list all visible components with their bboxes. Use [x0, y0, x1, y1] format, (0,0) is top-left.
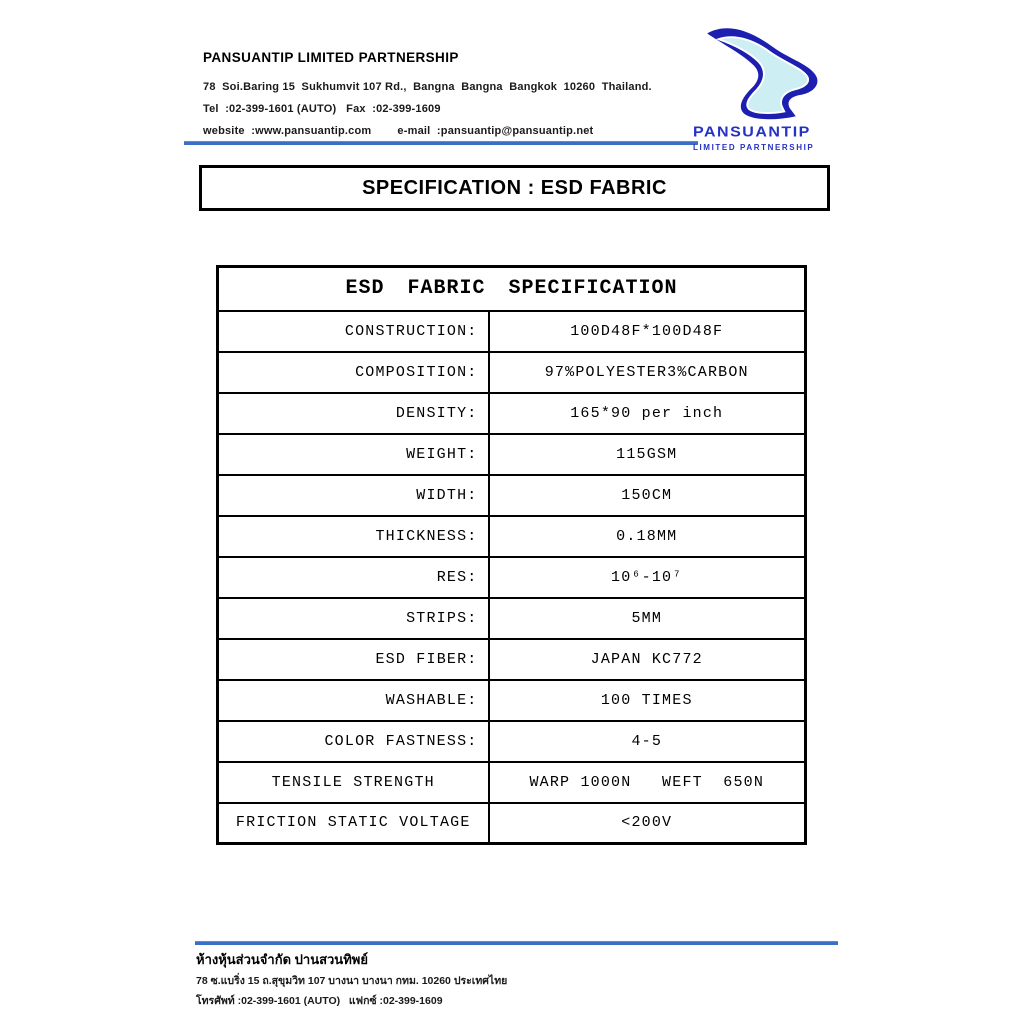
row-value: 100 TIMES — [489, 680, 806, 721]
title-banner — [199, 165, 830, 211]
row-value: JAPAN KC772 — [489, 639, 806, 680]
row-label: CONSTRUCTION: — [218, 311, 489, 352]
row-value: 150CM — [489, 475, 806, 516]
row-label: RES: — [218, 557, 489, 598]
row-value: 97%POLYESTER3%CARBON — [489, 352, 806, 393]
table-row — [218, 598, 806, 639]
table-row — [218, 680, 806, 721]
company-phone-fax: Tel :02-399-1601 (AUTO) Fax :02-399-1609 — [203, 103, 441, 115]
header-divider-rule — [184, 141, 698, 145]
spec-table — [216, 265, 807, 845]
row-label: WEIGHT: — [218, 434, 489, 475]
table-row — [218, 639, 806, 680]
row-label: WIDTH: — [218, 475, 489, 516]
table-row — [218, 434, 806, 475]
row-value: WARP 1000N WEFT 650N — [489, 762, 806, 803]
row-label: COLOR FASTNESS: — [218, 721, 489, 762]
company-website-email: website :www.pansuantip.com e-mail :pansuantip@pansuantip.net — [203, 125, 594, 137]
row-value: 115GSM — [489, 434, 806, 475]
table-row — [218, 393, 806, 434]
row-value: <200V — [489, 803, 806, 844]
table-row — [218, 557, 806, 598]
spec-table-title: ESD FABRIC SPECIFICATION — [218, 267, 806, 311]
row-value: 0.18MM — [489, 516, 806, 557]
company-address: 78 Soi.Baring 15 Sukhumvit 107 Rd., Bangna Bangna Bangkok 10260 Thailand. — [203, 81, 652, 93]
table-row — [218, 803, 806, 844]
footer-divider-rule — [195, 941, 838, 945]
row-label: DENSITY: — [218, 393, 489, 434]
row-value: 100D48F*100D48F — [489, 311, 806, 352]
page-title: SPECIFICATION : ESD FABRIC — [362, 176, 667, 199]
logo-subtitle-text: LIMITED PARTNERSHIP — [693, 143, 815, 152]
row-label: WASHABLE: — [218, 680, 489, 721]
company-name: PANSUANTIP LIMITED PARTNERSHIP — [203, 50, 459, 65]
pansuantip-logo-mark-icon — [693, 18, 838, 122]
table-row — [218, 352, 806, 393]
logo-brand-text: PANSUANTIP — [693, 124, 811, 141]
row-value: 5MM — [489, 598, 806, 639]
table-row — [218, 762, 806, 803]
table-row — [218, 311, 806, 352]
row-label: ESD FIBER: — [218, 639, 489, 680]
table-row — [218, 516, 806, 557]
footer-company-thai: ห้างหุ้นส่วนจำกัด ปานสวนทิพย์ — [196, 952, 368, 967]
row-label: THICKNESS: — [218, 516, 489, 557]
table-row — [218, 475, 806, 516]
row-value: 4-5 — [489, 721, 806, 762]
footer-address-thai: 78 ซ.แบริ่ง 15 ถ.สุขุมวิท 107 บางนา บางนา กทม. 10260 ประเทศไทย — [196, 975, 508, 987]
row-label: TENSILE STRENGTH — [218, 762, 489, 803]
row-label: COMPOSITION: — [218, 352, 489, 393]
company-logo — [693, 18, 838, 152]
row-label: FRICTION STATIC VOLTAGE — [218, 803, 489, 844]
table-row — [218, 721, 806, 762]
row-label: STRIPS: — [218, 598, 489, 639]
footer-phone-thai: โทรศัพท์ :02-399-1601 (AUTO) แฟกซ์ :02-399-1609 — [196, 995, 443, 1007]
row-value: 10⁶-10⁷ — [489, 557, 806, 598]
row-value: 165*90 per inch — [489, 393, 806, 434]
